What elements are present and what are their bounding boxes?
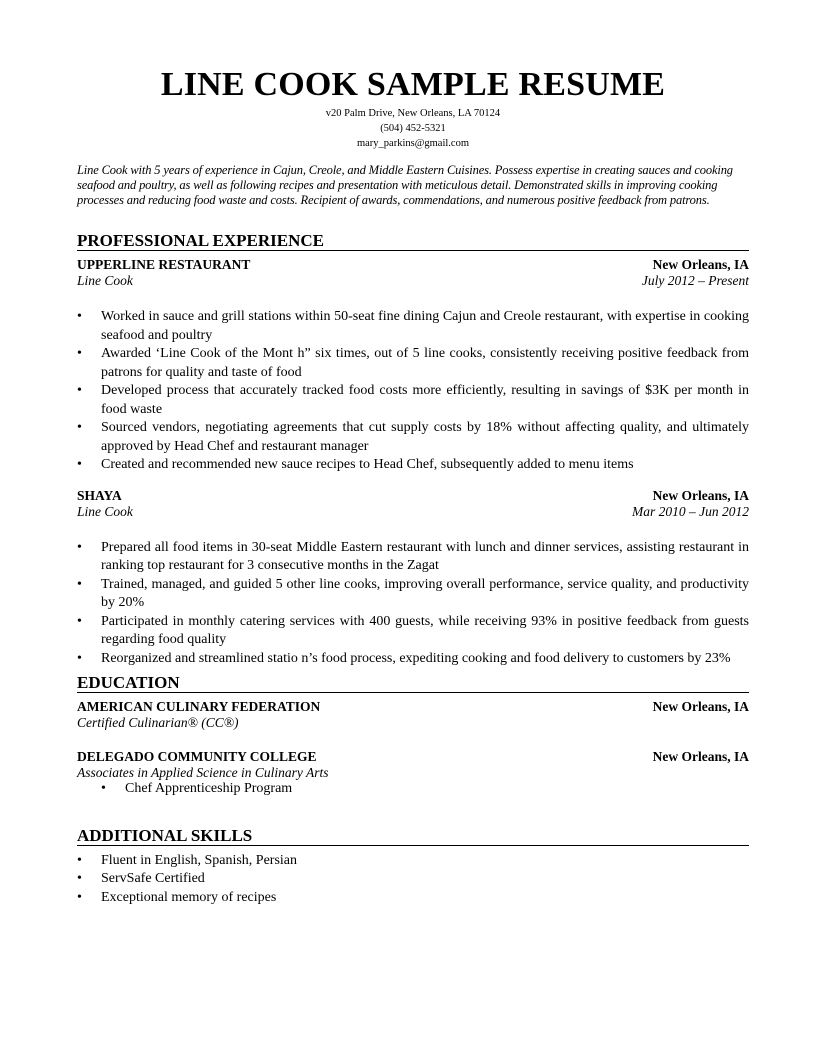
summary: Line Cook with 5 years of experience in Cajun, Creole, and Middle Eastern Cuisines. Possess expertise in creating sauces and cooking seafood and poultry, as well as following recipes and presentation with meticulous detail. Demonstrated skills in improving cooking processes and reducing food waste and costs. Recipient of awards, commendations, and numerous positive feedback from patrons. — [77, 163, 733, 207]
job-role: Line Cook — [77, 503, 133, 519]
list-item: • ServSafe Certified — [77, 870, 749, 889]
list-item: • Fluent in English, Spanish, Persian — [77, 852, 749, 871]
job-org: SHAYA — [77, 487, 122, 503]
edu-detail: Certified Culinarian® (CC®) — [77, 715, 239, 730]
list-item: • Awarded ‘Line Cook of the Mont h” six times, out of 5 line cooks, consistently receiving positive feedback from patrons for quality and taste of food — [77, 345, 749, 382]
contact-block — [77, 106, 749, 151]
list-item: • Reorganized and streamlined statio n’s food process, expediting cooking and food delivery to customers by 23% — [77, 650, 749, 669]
list-item: • Sourced vendors, negotiating agreements that cut supply costs by 18% without affecting quality, and ultimately approved by Head Chef and restaurant manager — [77, 419, 749, 456]
list-item: • Created and recommended new sauce recipes to Head Chef, subsequently added to menu items — [77, 456, 749, 475]
job-location: New Orleans, IA — [652, 257, 749, 272]
education-heading: EDUCATION — [77, 674, 749, 693]
email: mary_parkins@gmail.com — [356, 138, 470, 149]
resume-page — [77, 0, 749, 907]
edu-detail: Associates in Applied Science in Culinary Arts — [77, 765, 329, 780]
list-item: • Worked in sauce and grill stations within 50-seat fine dining Cajun and Creole restaurant, with expertise in cooking seafood and poultry — [77, 308, 749, 345]
job-dates: Mar 2010 – Jun 2012 — [632, 503, 749, 519]
list-item: • Developed process that accurately tracked food costs more efficiently, resulting in savings of $3K per month in food waste — [77, 382, 749, 419]
list-item: • Prepared all food items in 30-seat Middle Eastern restaurant with lunch and dinner services, assisting restaurant in ranking top restaurant for 3 consecutive months in the Zagat — [77, 539, 749, 576]
resume-title: LINE COOK SAMPLE RESUME — [160, 66, 666, 103]
job-org: UPPERLINE RESTAURANT — [77, 257, 251, 272]
edu-org: AMERICAN CULINARY FEDERATION — [77, 699, 321, 714]
phone: (504) 452-5321 — [380, 123, 446, 134]
job-upperline — [77, 257, 749, 475]
list-item: • Trained, managed, and guided 5 other line cooks, improving overall performance, service quality, and productivity by 20% — [77, 576, 749, 613]
education-entry — [77, 699, 749, 730]
edu-org: DELEGADO COMMUNITY COLLEGE — [77, 749, 317, 764]
edu-location: New Orleans, IA — [652, 699, 749, 714]
job-role: Line Cook — [77, 273, 133, 288]
experience-heading: PROFESSIONAL EXPERIENCE — [77, 232, 749, 251]
edu-sub-list — [77, 780, 749, 799]
address: v20 Palm Drive, New Orleans, LA 70124 — [325, 108, 501, 119]
edu-location: New Orleans, IA — [652, 749, 749, 764]
job-bullets — [77, 539, 749, 669]
job-dates: July 2012 – Present — [641, 273, 749, 288]
skills-heading: ADDITIONAL SKILLS — [77, 827, 749, 846]
list-item: • Chef Apprenticeship Program — [77, 780, 749, 799]
job-bullets — [77, 308, 749, 475]
job-shaya — [77, 488, 749, 669]
skills-list — [77, 852, 749, 908]
education-entry — [77, 749, 749, 799]
list-item: • Participated in monthly catering services with 400 guests, while receiving 93% in positive feedback from guests regarding food quality — [77, 613, 749, 650]
list-item: • Exceptional memory of recipes — [77, 889, 749, 908]
job-location: New Orleans, IA — [652, 487, 749, 503]
